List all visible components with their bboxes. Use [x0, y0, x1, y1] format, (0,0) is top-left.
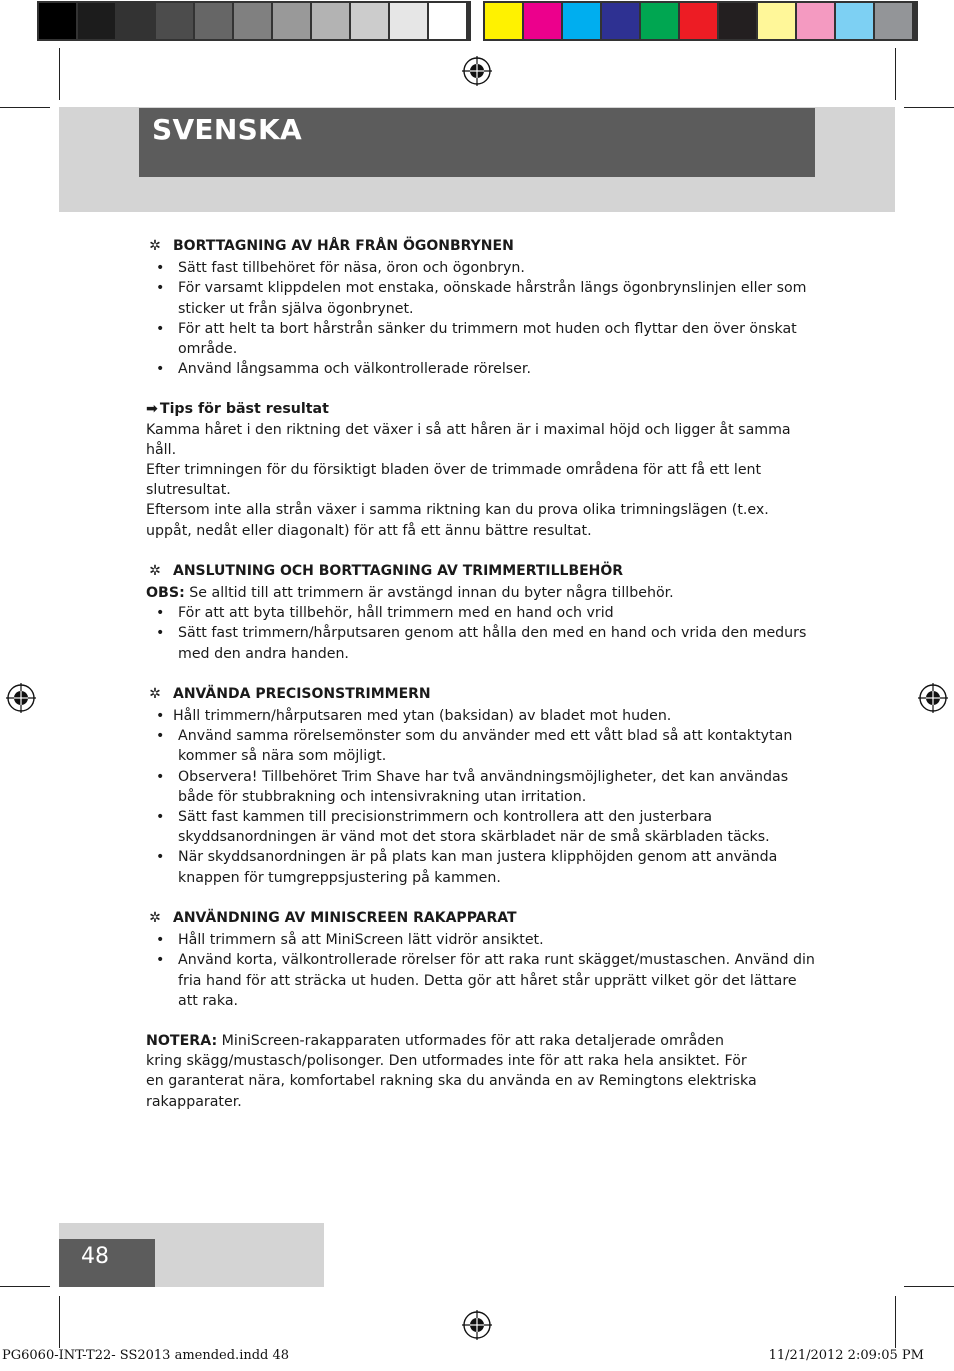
- color-swatch: [758, 3, 795, 39]
- list-item: • För varsamt klippdelen mot enstaka, oönskade hårstrån längs ögonbrynslinjen eller som sticker ut från själva ögonbrynet.: [156, 280, 807, 317]
- page-number: 48: [81, 1244, 109, 1269]
- color-swatch: [797, 3, 834, 39]
- list-item: • Sätt fast trimmern/hårputsaren genom att hålla den med en hand och vrida den medurs med den andra handen.: [156, 625, 807, 662]
- list-item: • För att helt ta bort hårstrån sänker du trimmern mot huden och flyttar den över önskat område.: [156, 320, 797, 358]
- registration-mark-icon: [462, 1310, 492, 1340]
- crop-mark: [0, 107, 50, 108]
- note-paragraph: OBS: Se alltid till att trimmern är avstängd innan du byter några tillbehör.: [146, 585, 674, 602]
- section-heading: ✲ ANSLUTNING OCH BORTTAGNING AV TRIMMERTILLBEHÖR: [146, 561, 816, 581]
- arrow-right-icon: ➡: [146, 401, 158, 418]
- color-swatch: [273, 3, 310, 39]
- tips-heading: ➡ Tips för bäst resultat: [146, 399, 816, 419]
- list-item: • Håll trimmern/hårputsaren med ytan (baksidan) av bladet mot huden.: [156, 708, 672, 725]
- notera-line: kring skägg/mustasch/polisonger. Den utformades inte för att raka hela ansiktet. För: [146, 1053, 747, 1070]
- color-swatch: [234, 3, 271, 39]
- crop-mark: [895, 1296, 896, 1348]
- bullet-list: [146, 603, 816, 664]
- paragraph: Eftersom inte alla strån växer i samma riktning kan du prova olika trimningslägen (t.ex. uppåt, nedåt eller diagonalt) för att få ett ännu bättre resultat.: [146, 502, 769, 539]
- paragraph: Efter trimningen för du försiktigt bladen över de trimmade områdena för att få ett lent slutresultat.: [146, 462, 762, 499]
- crop-mark: [59, 1296, 60, 1348]
- color-swatch: [680, 3, 717, 39]
- registration-mark-icon: [918, 683, 948, 713]
- color-swatch: [429, 3, 466, 39]
- list-item: • Använd samma rörelsemönster som du använder med ett vått blad så att kontaktytan kommer så nära som möjligt.: [156, 728, 793, 765]
- color-swatch: [602, 3, 639, 39]
- section-heading: ✲ ANVÄNDNING AV MINISCREEN RAKAPPARAT: [146, 908, 816, 928]
- color-swatch: [351, 3, 388, 39]
- list-item: • Sätt fast tillbehöret för näsa, öron och ögonbryn.: [156, 260, 525, 277]
- color-swatch: [39, 3, 76, 39]
- color-swatch: [875, 3, 912, 39]
- sun-icon: ✲: [149, 685, 161, 702]
- sun-icon: ✲: [149, 562, 161, 579]
- sun-icon: ✲: [149, 909, 161, 926]
- color-swatch: [312, 3, 349, 39]
- crop-mark: [59, 48, 60, 100]
- color-swatch: [563, 3, 600, 39]
- section-heading: ✲ ANVÄNDA PRECISONSTRIMMERN: [146, 684, 816, 704]
- slug-filename: PG6060-INT-T22- SS2013 amended.indd 48: [2, 1348, 290, 1363]
- bullet-list: [146, 706, 816, 888]
- list-item: • När skyddsanordningen är på plats kan man justera klipphöjden genom att använda knappen för tumgreppsjustering på kammen.: [156, 849, 778, 886]
- notera-line: en garanterat nära, komfortabel rakning ska du använda en av Remingtons elektriska: [146, 1073, 757, 1090]
- crop-mark: [904, 1286, 954, 1287]
- process-color-swatch-bar: [483, 1, 918, 41]
- color-swatch: [156, 3, 193, 39]
- notera-paragraph: NOTERA: MiniScreen-rakapparaten utformades för att raka detaljerade områden: [146, 1032, 725, 1049]
- section-heading: ✲ BORTTAGNING AV HÅR FRÅN ÖGONBRYNEN: [146, 236, 816, 256]
- list-item: • Sätt fast kammen till precisionstrimmern och kontrollera att den justerbara skyddsanordningen är vänd mot det stora skärbladet när de små skärbladen täcks.: [156, 809, 770, 846]
- crop-mark: [0, 1286, 50, 1287]
- sun-icon: ✲: [149, 238, 161, 254]
- list-item: • Använd långsamma och välkontrollerade rörelser.: [156, 361, 531, 378]
- bullet-list: [146, 258, 816, 379]
- color-swatch: [117, 3, 154, 39]
- list-item: • Använd korta, välkontrollerade rörelser för att raka runt skägget/mustaschen. Använd din fria hand för att sträcka ut huden. Detta gör att håret står upprätt vilket gör det lättare att raka.: [156, 952, 815, 1009]
- color-swatch: [485, 3, 522, 39]
- color-swatch: [719, 3, 756, 39]
- color-swatch: [524, 3, 561, 39]
- list-item: • Håll trimmern så att MiniScreen lätt vidrör ansiktet.: [156, 932, 544, 949]
- grayscale-swatch-bar: [37, 1, 471, 41]
- color-swatch: [641, 3, 678, 39]
- main-content: [146, 236, 816, 1112]
- page-title: SVENSKA: [152, 113, 303, 146]
- registration-mark-icon: [462, 56, 492, 86]
- slug-timestamp: 11/21/2012 2:09:05 PM: [768, 1348, 924, 1363]
- list-item: • För att att byta tillbehör, håll trimmern med en hand och vrid: [156, 605, 614, 622]
- crop-mark: [895, 48, 896, 100]
- notera-line: rakapparater.: [146, 1093, 242, 1110]
- color-swatch: [78, 3, 115, 39]
- color-swatch: [836, 3, 873, 39]
- list-item: • Observera! Tillbehöret Trim Shave har två användningsmöjligheter, det kan användas både för stubbrakning och intensivrakning utan irritation.: [156, 768, 789, 805]
- color-swatch: [195, 3, 232, 39]
- paragraph: Kamma håret i den riktning det växer i så att håren är i maximal höjd och ligger åt samma håll.: [146, 421, 791, 458]
- registration-mark-icon: [6, 683, 36, 713]
- color-swatch: [390, 3, 427, 39]
- crop-mark: [904, 107, 954, 108]
- bullet-list: [146, 930, 816, 1011]
